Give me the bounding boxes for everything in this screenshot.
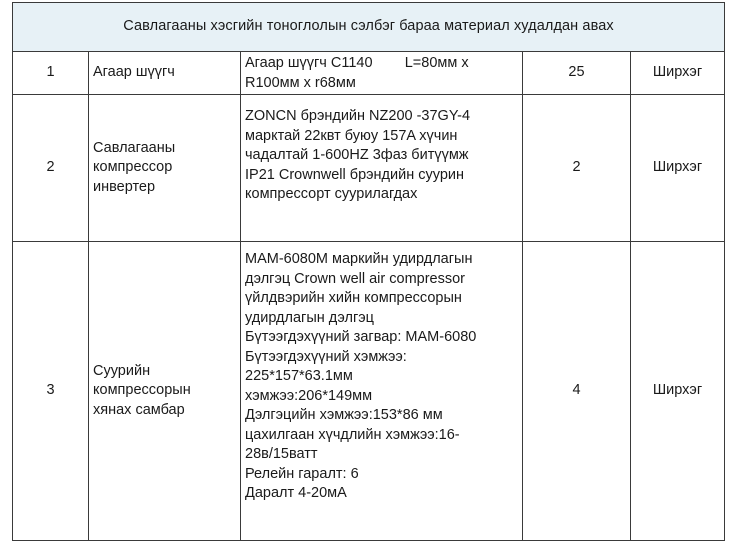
item-name-line: Суурийн bbox=[93, 362, 151, 379]
row-number: 2 bbox=[13, 95, 89, 242]
item-description bbox=[241, 95, 523, 242]
item-unit: Ширхэг bbox=[631, 95, 725, 242]
item-name bbox=[89, 95, 241, 242]
description-line: R100мм x r68мм bbox=[245, 74, 356, 91]
row-number: 1 bbox=[13, 52, 89, 95]
table-title: Савлагааны хэсгийн тоноглолын сэлбэг бараа материал худалдан авах bbox=[13, 3, 725, 52]
description-line: 225*157*63.1мм bbox=[245, 368, 353, 384]
table-row bbox=[13, 52, 725, 95]
description-line: MAM-6080M маркийн удирдлагын bbox=[245, 251, 473, 267]
table-row bbox=[13, 95, 725, 242]
item-name-line: хянах самбар bbox=[93, 401, 185, 418]
item-description bbox=[241, 52, 523, 95]
description-line: марктай 22квт буюу 157A хүчин bbox=[245, 127, 458, 144]
description-line: Бүтээгдэхүүний загвар: MAM-6080 bbox=[245, 329, 477, 345]
description-line: компрессорт суурилагдах bbox=[245, 186, 418, 202]
table-row bbox=[13, 242, 725, 541]
description-line: дэлгэц Crown well air compressor bbox=[245, 270, 466, 287]
description-line: IP21 Crownwell брэндийн суурин bbox=[245, 166, 464, 183]
item-name bbox=[89, 52, 241, 95]
description-line: ZONCN брэндийн NZ200 -37GY-4 bbox=[245, 108, 471, 124]
row-number: 3 bbox=[13, 242, 89, 541]
item-name-line: Савлагааны bbox=[93, 139, 176, 156]
item-name-line: компрессор bbox=[93, 159, 173, 176]
description-line: Релейн гаралт: 6 bbox=[245, 465, 359, 482]
description-line: удирдлагын дэлгэц bbox=[245, 309, 374, 326]
description-line: чадалтай 1-600HZ 3фаз битүүмж bbox=[245, 147, 469, 163]
item-name-line: Агаар шүүгч bbox=[93, 64, 175, 81]
description-line: Дэлгэцийн хэмжээ:153*86 мм bbox=[245, 407, 443, 423]
item-description bbox=[241, 242, 523, 541]
item-name-line: компрессорын bbox=[93, 382, 191, 399]
item-quantity: 4 bbox=[523, 242, 631, 541]
description-line: Бүтээгдэхүүний хэмжээ: bbox=[245, 348, 407, 365]
description-line: Даралт 4-20мА bbox=[245, 485, 347, 501]
description-line: хэмжээ:206*149мм bbox=[245, 387, 373, 404]
item-unit: Ширхэг bbox=[631, 52, 725, 95]
item-name-line: инвертер bbox=[93, 178, 156, 195]
item-name bbox=[89, 242, 241, 541]
item-quantity: 2 bbox=[523, 95, 631, 242]
description-line: Агаар шүүгч C1140 L=80мм x bbox=[245, 55, 469, 71]
description-line: цахилгаан хүчдлийн хэмжээ:16- bbox=[245, 426, 460, 443]
item-quantity: 25 bbox=[523, 52, 631, 95]
description-line: 28в/15ватт bbox=[245, 446, 318, 462]
description-line: үйлдвэрийн хийн компрессорын bbox=[245, 290, 462, 306]
table-title-row bbox=[13, 3, 725, 52]
item-unit: Ширхэг bbox=[631, 242, 725, 541]
materials-table bbox=[12, 2, 725, 541]
